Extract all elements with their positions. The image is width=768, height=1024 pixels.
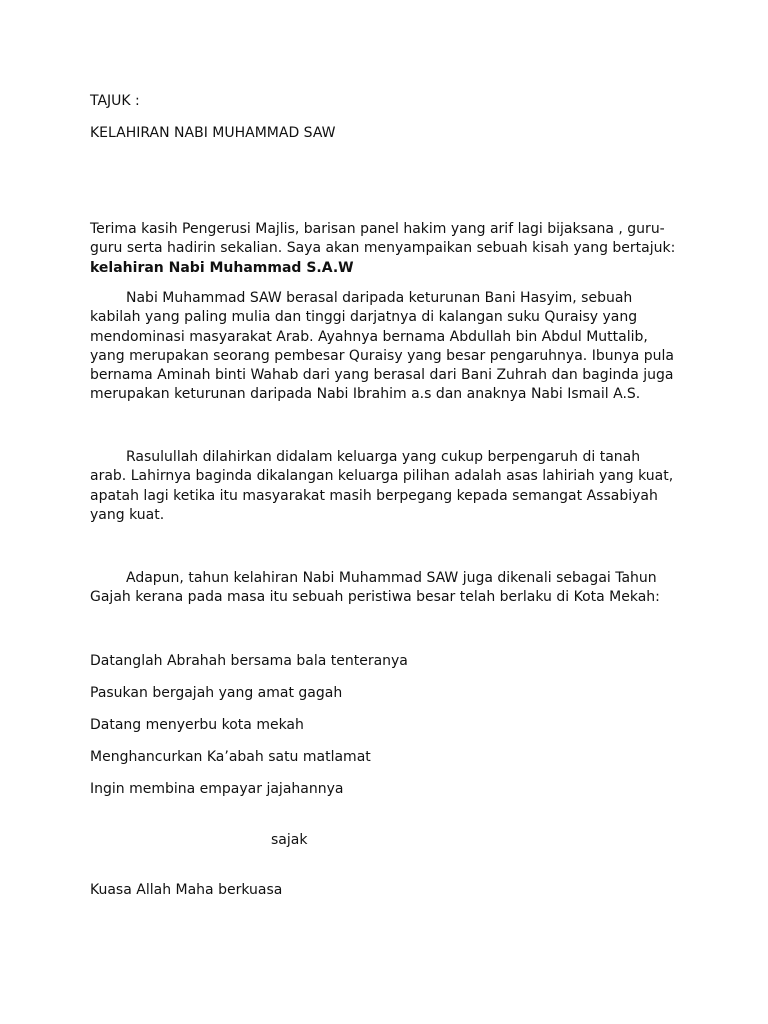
poem-line-3: Datang menyerbu kota mekah <box>90 717 304 733</box>
paragraph-1-text: Nabi Muhammad SAW berasal daripada keturunan Bani Hasyim, sebuah kabilah yang paling mulia dan tinggi darjatnya di kalangan suku Quraisy yang mendominasi masyarakat Arab. Ayahnya bernama Abdullah bin Abdul Muttalib, yang merupakan seorang pembesar Quraisy yang besar pengaruhnya. Ibunya pula bernama Aminah binti Wahab dari yang berasal dari Bani Zuhrah dan baginda juga merupakan keturunan daripada Nabi Ibrahim a.s dan anaknya Nabi Ismail A.S. <box>90 290 675 403</box>
paragraph-3 <box>90 569 680 608</box>
poem-caption: sajak <box>271 832 308 848</box>
intro-bold-title: kelahiran Nabi Muhammad S.A.W <box>90 259 354 276</box>
intro-text: Terima kasih Pengerusi Majlis, barisan panel hakim yang arif lagi bijaksana , guru-guru serta hadirin sekalian. Saya akan menyampaikan sebuah kisah yang bertajuk: <box>90 221 676 257</box>
heading-label: TAJUK : <box>90 93 140 109</box>
closing-line: Kuasa Allah Maha berkuasa <box>90 882 283 898</box>
paragraph-3-text: Adapun, tahun kelahiran Nabi Muhammad SAW juga dikenali sebagai Tahun Gajah kerana pada masa itu sebuah peristiwa besar telah berlaku di Kota Mekah: <box>90 570 660 606</box>
paragraph-1 <box>90 289 680 405</box>
intro-paragraph <box>90 220 680 278</box>
paragraph-2-text: Rasulullah dilahirkan didalam keluarga yang cukup berpengaruh di tanah arab. Lahirnya baginda dikalangan keluarga pilihan adalah asas lahiriah yang kuat, apatah lagi ketika itu masyarakat masih berpegang kepada semangat Assabiyah yang kuat. <box>90 449 674 523</box>
document-title: KELAHIRAN NABI MUHAMMAD SAW <box>90 125 336 141</box>
poem-line-2: Pasukan bergajah yang amat gagah <box>90 685 343 701</box>
poem-line-1: Datanglah Abrahah bersama bala tenteranya <box>90 653 408 669</box>
poem-line-4: Menghancurkan Ka’abah satu matlamat <box>90 749 371 765</box>
paragraph-2 <box>90 448 680 525</box>
poem-line-5: Ingin membina empayar jajahannya <box>90 781 344 797</box>
